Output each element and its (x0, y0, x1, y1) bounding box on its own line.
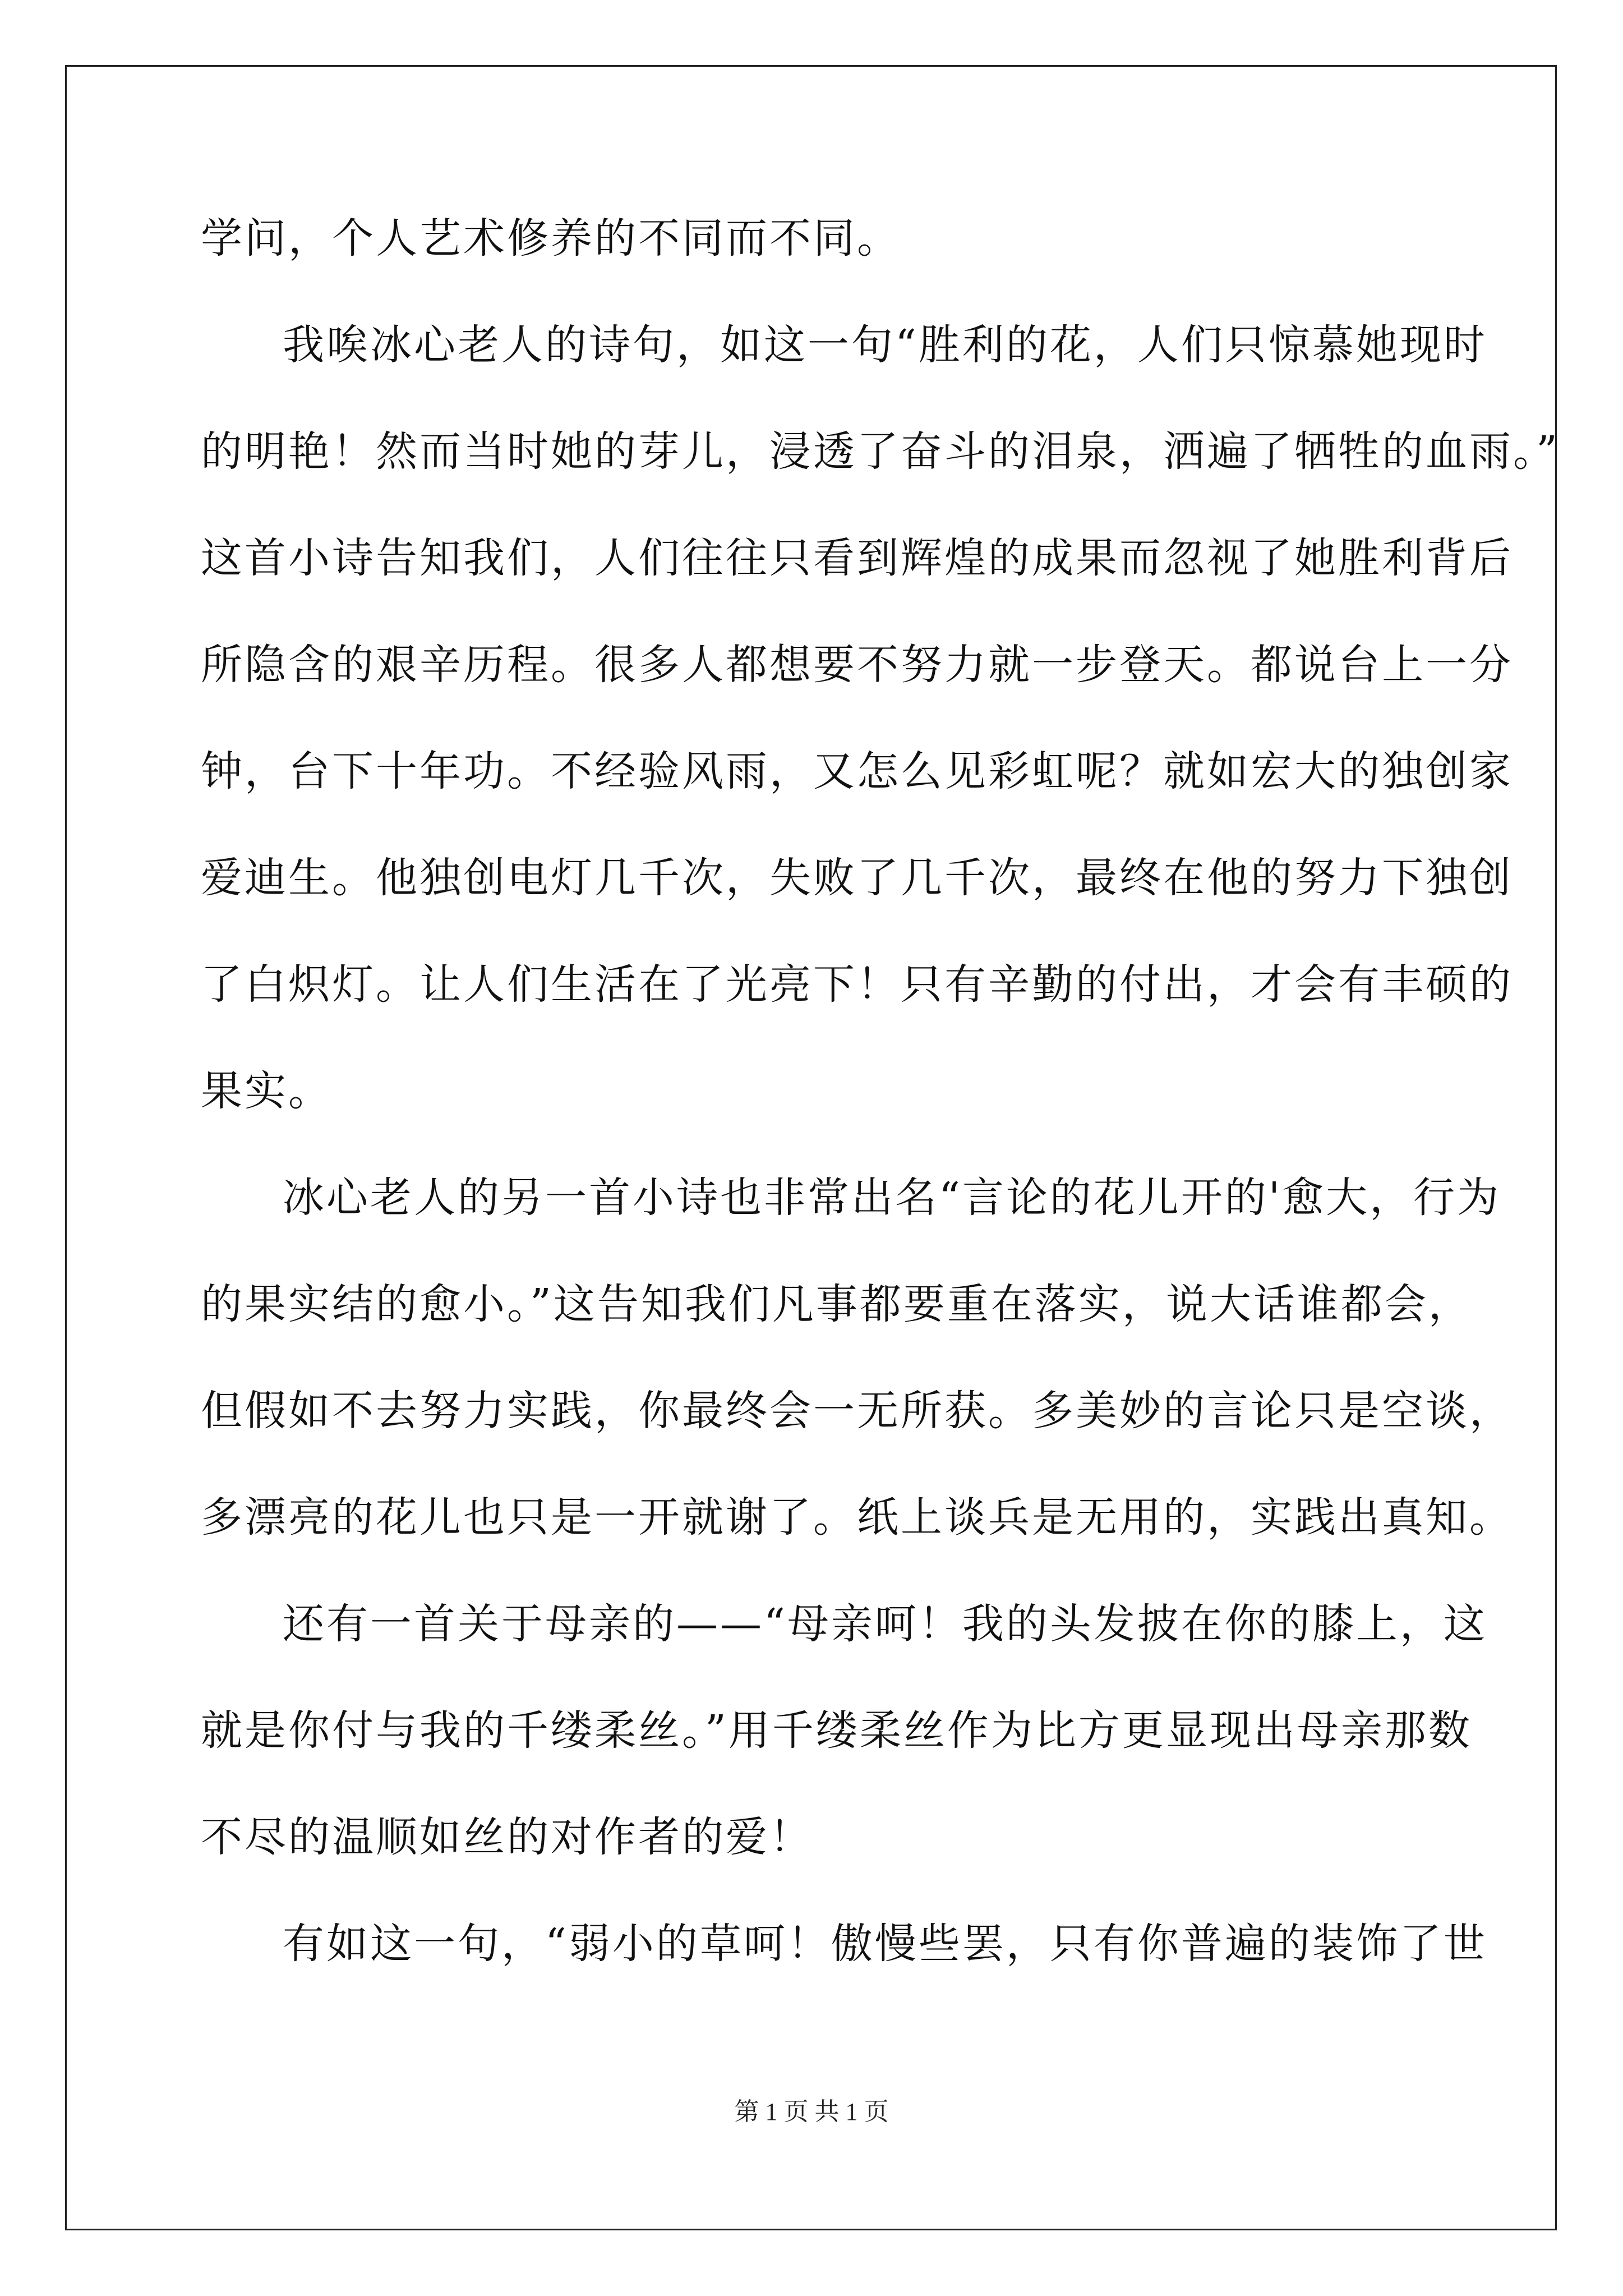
text-line: 多漂亮的花儿也只是一开就谢了。纸上谈兵是无用的，实践出真知。 (201, 1493, 1513, 1542)
paragraph-start-line: 有如这一句，“弱小的草呵！傲慢些罢，只有你普遍的装饰了世 (283, 1920, 1487, 1968)
paragraph-start-line: 还有一首关于母亲的——“母亲呵！我的头发披在你的膝上，这 (283, 1600, 1487, 1648)
text-line: 就是你付与我的千缕柔丝。”用千缕柔丝作为比方更显现出母亲那数 (201, 1706, 1472, 1755)
text-line: 这首小诗告知我们，人们往往只看到辉煌的成果而忽视了她胜利背后 (201, 534, 1513, 582)
text-line: 了白炽灯。让人们生活在了光亮下！只有辛勤的付出，才会有丰硕的 (201, 960, 1513, 1009)
page-number-footer: 第 1 页 共 1 页 (734, 2098, 889, 2125)
paragraph-start-line: 冰心老人的另一首小诗也非常出名“言论的花儿开的'愈大，行为 (283, 1174, 1501, 1222)
text-line: 果实。 (201, 1067, 332, 1115)
paragraph-start-line: 我唉冰心老人的诗句，如这一句“胜利的花，人们只惊慕她现时 (283, 321, 1487, 369)
page-border (65, 65, 1557, 2230)
text-line: 的明艳！然而当时她的芽儿，浸透了奋斗的泪泉，洒遍了牺牲的血雨。” (201, 427, 1560, 476)
text-line: 所隐含的艰辛历程。很多人都想要不努力就一步登天。都说台上一分 (201, 641, 1513, 689)
text-line: 爱迪生。他独创电灯几千次，失败了几千次，最终在他的努力下独创 (201, 854, 1513, 902)
text-line: 钟，台下十年功。不经验风雨，又怎么见彩虹呢？就如宏大的独创家 (201, 747, 1513, 795)
text-line: 学问，个人艺术修养的不同而不同。 (201, 214, 901, 263)
text-line: 的果实结的愈小。”这告知我们凡事都要重在落实，说大话谁都会， (201, 1280, 1472, 1328)
text-line: 不尽的温顺如丝的对作者的爱！ (201, 1813, 813, 1861)
text-line: 但假如不去努力实践，你最终会一无所获。多美妙的言论只是空谈， (201, 1387, 1513, 1435)
